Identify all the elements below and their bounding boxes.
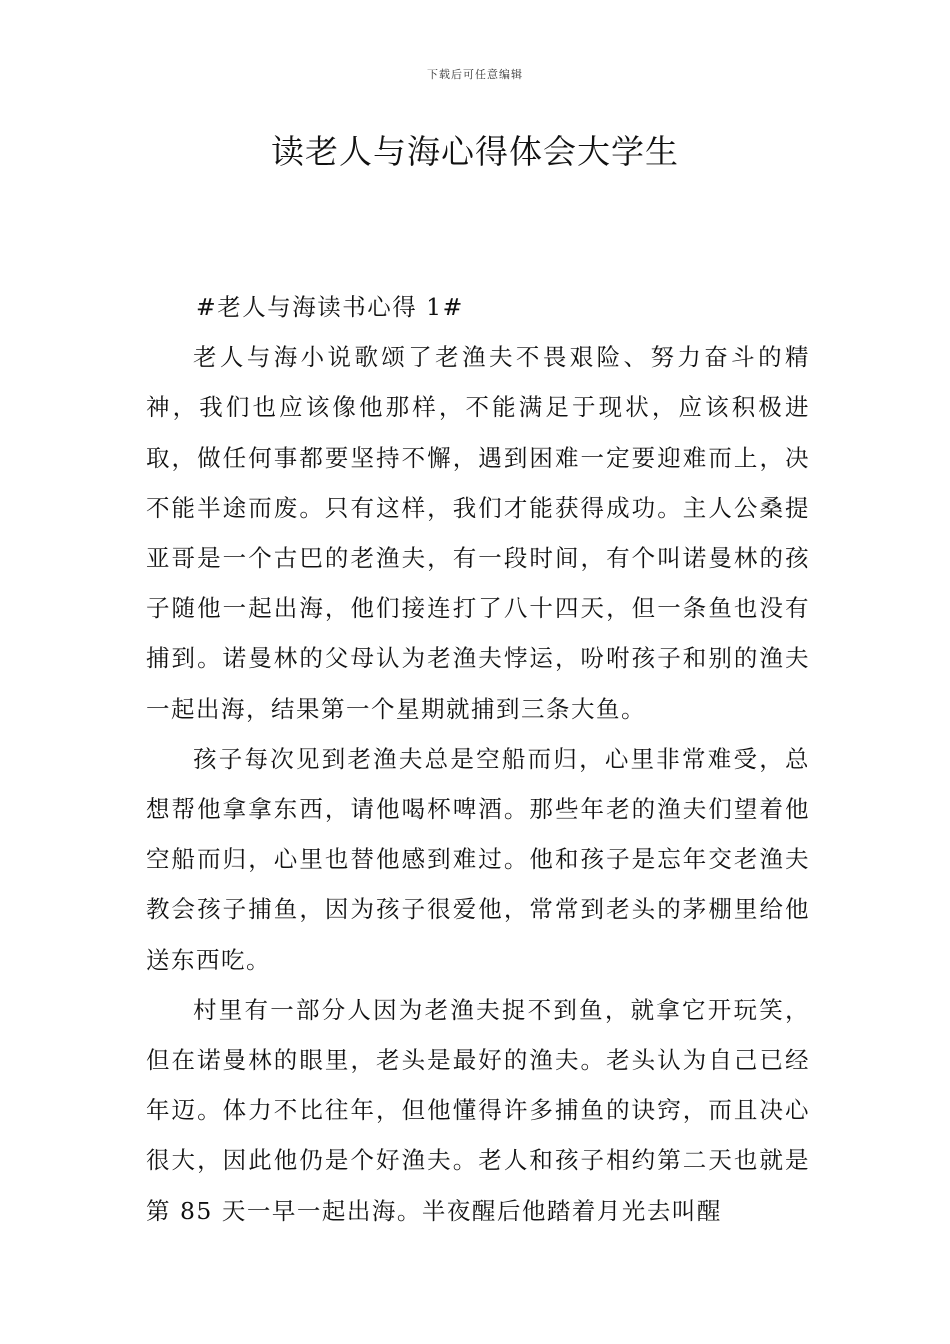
header-note: 下载后可任意编辑 <box>427 68 523 81</box>
document-body <box>146 282 810 1236</box>
paragraph: 村里有一部分人因为老渔夫捉不到鱼，就拿它开玩笑，但在诺曼林的眼里，老头是最好的渔夫。老头认为自己已经年迈。体力不比往年，但他懂得许多捕鱼的诀窍，而且决心很大，因此他仍是个好渔夫。老人和孩子相约第二天也就是第 85 天一早一起出海。半夜醒后他踏着月光去叫醒 <box>146 995 810 1225</box>
section-heading: #老人与海读书心得 1# <box>196 293 464 321</box>
paragraph: 孩子每次见到老渔夫总是空船而归，心里非常难受，总想帮他拿拿东西，请他喝杯啤酒。那些年老的渔夫们望着他空船而归，心里也替他感到难过。他和孩子是忘年交老渔夫教会孩子捕鱼，因为孩子很爱他，常常到老头的茅棚里给他送东西吃。 <box>146 744 810 974</box>
paragraph: 老人与海小说歌颂了老渔夫不畏艰险、努力奋斗的精神，我们也应该像他那样，不能满足于现状，应该积极进取，做任何事都要坚持不懈，遇到困难一定要迎难而上，决不能半途而废。只有这样，我们才能获得成功。主人公桑提亚哥是一个古巴的老渔夫，有一段时间，有个叫诺曼林的孩子随他一起出海，他们接连打了八十四天，但一条鱼也没有捕到。诺曼林的父母认为老渔夫悖运，吩咐孩子和别的渔夫一起出海，结果第一个星期就捕到三条大鱼。 <box>146 343 810 723</box>
document-title: 读老人与海心得体会大学生 <box>271 132 679 171</box>
